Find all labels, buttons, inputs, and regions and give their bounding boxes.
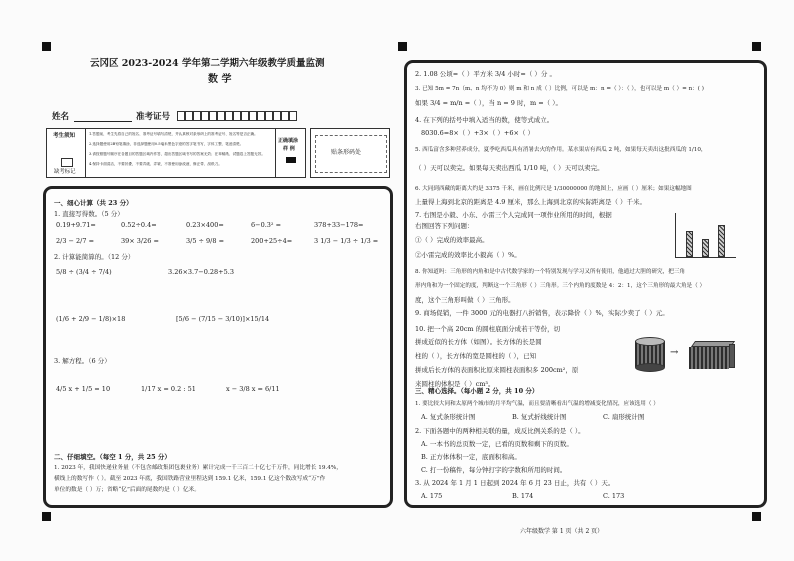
fill-sample bbox=[286, 157, 296, 163]
chart-bar bbox=[718, 225, 725, 257]
calc-item: 2/3 − 2/7 = bbox=[56, 237, 95, 245]
exam-no-boxes[interactable] bbox=[177, 111, 299, 121]
fill-question: 单位的数是（ ）万；省略“亿”后面的尾数约是（ ）亿米。 bbox=[54, 487, 200, 493]
calc-item: 378+33−178= bbox=[314, 221, 364, 229]
choice-option[interactable]: B. 174 bbox=[512, 492, 534, 500]
choice-option[interactable]: A. 复式条形统计图 bbox=[421, 413, 476, 421]
fill-question: 10. 把一个高 20cm 的圆柱底面分成若干等份，切 bbox=[415, 325, 561, 333]
fill-question: 柱的（ ），长方体的宽是圆柱的（ ），已知 bbox=[415, 352, 537, 360]
fill-question: 拼成后长方体的表面积比原来圆柱表面积多 200cm²，原 bbox=[415, 366, 579, 374]
fill-question: 4. 在下列的括号中填入适当的数，使等式成立。 bbox=[415, 116, 554, 124]
fill-question: （ ）天可以卖完。如果每天卖出西瓜 1/10 吨，（ ）天可以卖完。 bbox=[415, 164, 604, 172]
notice-line: 2.选择题使用2B铅笔填涂，非选择题使用0.5毫米黑色字迹的签字笔书写，字体工整、笔迹清楚。 bbox=[89, 142, 244, 146]
choice-option[interactable]: C. 173 bbox=[603, 492, 625, 500]
fill-question: 2. 1.08 公顷=（ ）平方米 3/4 小时=（ ）分 。 bbox=[415, 70, 556, 78]
chart-bar bbox=[702, 239, 709, 257]
calc-item: 6−0.3² = bbox=[251, 221, 282, 229]
cylinder-figure bbox=[635, 337, 665, 371]
calc-item: 39× 3/26 = bbox=[121, 237, 159, 245]
notice-line: 1.答题前，考生先将自己的姓名、准考证号填写清楚，并认真核对条形码上的准考证号、姓名等是否正确。 bbox=[89, 132, 258, 136]
barcode-area bbox=[310, 128, 390, 178]
fill-question: 拼成近似的长方体（如图）。长方体的长是圆 bbox=[415, 338, 542, 346]
section-2-title: 二、仔细填空。（每空 1 分，共 25 分） bbox=[54, 453, 171, 461]
barcode-label: 贴条形码处 bbox=[331, 149, 362, 156]
time-bar-chart bbox=[675, 213, 736, 258]
choice-option[interactable]: C. 打一份稿件，每分钟打字的字数和所用的时间。 bbox=[421, 466, 567, 474]
choice-option[interactable]: B. 复式折线统计图 bbox=[512, 413, 567, 421]
chart-bar bbox=[686, 231, 693, 257]
name-field[interactable] bbox=[74, 121, 132, 122]
calc-item: 0.19+9.71= bbox=[56, 221, 96, 229]
exam-no-label: 准考证号 bbox=[136, 112, 171, 122]
choice-option[interactable]: C. 扇形统计图 bbox=[603, 413, 645, 421]
example-label: 样 例 bbox=[283, 146, 295, 152]
calc-item: 3 1/3 − 1/3 ÷ 1/3 = bbox=[314, 237, 379, 245]
registration-mark bbox=[42, 512, 51, 521]
fill-question: 右图回答下列问题： bbox=[415, 222, 474, 230]
calc-item: 0.23×400= bbox=[186, 221, 224, 229]
calc-item: 3/5 ÷ 9/8 = bbox=[186, 237, 225, 245]
fill-question: 度，这个三角形叫做（ ）三角形。 bbox=[415, 296, 515, 304]
registration-mark bbox=[42, 42, 51, 51]
section-1-title: 一、细心计算（共 23 分） bbox=[54, 199, 133, 207]
q2-title: 2. 计算能简算的。（12 分） bbox=[54, 253, 135, 261]
registration-mark bbox=[752, 42, 761, 51]
name-label: 姓名 bbox=[52, 112, 70, 122]
fill-question: ①（ ）完成的效率最高。 bbox=[415, 236, 489, 244]
notice-line: 4.保持卡面清洁，不要折叠，不要弄破、弄皱，不准使用涂改液、修正带、刮纸刀。 bbox=[89, 162, 222, 166]
left-answer-panel bbox=[43, 186, 393, 508]
notice-line: 3.请按照题号顺序在各题目的答题区域内作答，超出答题区域书写的答案无效；在草稿纸、试题卷上答题无效。 bbox=[89, 152, 265, 156]
fill-question: 6. 大同到西藏的距离大约是 3375 千米，画在比例尺是 1/30000000 的地图上，应画（ ）厘米；如果这幅地图 bbox=[415, 186, 692, 192]
calc-item: 0.52÷0.4= bbox=[121, 221, 157, 229]
equation-item: 4/5 x + 1/5 = 10 bbox=[56, 385, 111, 393]
fill-question: 1. 2023 年，我国快递业务量（不包含邮政集团包裹业务）累计完成一千三百二十亿七千万件，同比增长 19.4%， bbox=[54, 465, 342, 471]
choice-option[interactable]: A. 一本书的总页数一定，已看的页数和剩下的页数。 bbox=[421, 440, 573, 448]
choice-question: 3. 从 2024 年 1 月 1 日起到 2024 年 6 月 23 日止，共有（ ）天。 bbox=[415, 479, 615, 487]
fill-question: 5. 西瓜富含多种营养成分，夏季吃西瓜具有消暑去火的作用。某水果店有西瓜 2 吨，如果每天卖出这批西瓜的 1/10， bbox=[415, 147, 707, 153]
correct-fill-label: 正确填涂 bbox=[278, 138, 299, 144]
registration-mark bbox=[398, 42, 407, 51]
fill-question: 8030.6=8×（ ）+3×（ ）+6×（ ） bbox=[421, 129, 535, 137]
fill-question: 横线上的数写作（ ）。截至 2023 年底，我国铁路营业里程达到 159.1 亿米，159.1 亿这个数改写成“万”作 bbox=[54, 476, 326, 482]
equation-item: x − 3/8 x = 6/11 bbox=[226, 385, 280, 393]
fill-question: 如果 3/4 = m/n =（ ），当 n = 9 时，m =（ ）。 bbox=[415, 99, 562, 107]
calc-item: 5/8 ÷ (3/4 ÷ 7/4) bbox=[56, 268, 112, 276]
calc-item: 200+25÷4= bbox=[251, 237, 293, 245]
q1-title: 1. 直接写得数。（5 分） bbox=[54, 210, 124, 218]
fill-example-box bbox=[276, 128, 306, 178]
fill-question: 上量得上海到北京的距离是 4.9 厘米，那么上海到北京的实际距离是（ ）千米。 bbox=[415, 198, 647, 206]
arrow-icon: → bbox=[670, 347, 679, 358]
q3-title: 3. 解方程。（6 分） bbox=[54, 357, 111, 365]
subject-title: 数 学 bbox=[208, 74, 232, 85]
fill-question: 3. 已知 5m = 7n（m、n 均不为 0）则 m 和 n 成（ ）比例，可以是 m：n =（ ）：（ ），也可以是 m（ ）= n：( ) bbox=[415, 86, 704, 92]
calc-item: 3.26×3.7−0.28+5.3 bbox=[168, 268, 234, 276]
cuboid-figure bbox=[689, 341, 737, 369]
bars-container bbox=[676, 213, 736, 257]
section-3-title: 三、精心选择。（每小题 2 分，共 10 分） bbox=[415, 387, 539, 395]
fill-question: 形内角和为一个固定的度，判断这一个三角形（ ）三角形。三个内角的度数是 4：2：1，这个三角形的最大角是（ ） bbox=[415, 283, 706, 289]
right-answer-panel bbox=[404, 60, 767, 508]
fill-question: 来圆柱的体积是（ ）cm³。 bbox=[415, 380, 495, 388]
exam-title: 云冈区 2023-2024 学年第二学期六年级教学质量监测 bbox=[90, 58, 325, 69]
choice-option[interactable]: A. 175 bbox=[421, 492, 443, 500]
fill-question: ②小雷完成的效率比小毅高（ ）%。 bbox=[415, 251, 521, 259]
choice-question: 2. 下面各题中的两种相关联的量，成反比例关系的是（ ）。 bbox=[415, 427, 585, 435]
fill-question: 7. 右图是小毅、小东、小雷三个人完成同一项作业所用的时间，根据 bbox=[415, 211, 612, 219]
registration-mark bbox=[752, 512, 761, 521]
equation-item: 1/17 x = 0.2 : 51 bbox=[141, 385, 196, 393]
page-footer: 六年级数学 第 1 页（共 2 页） bbox=[520, 528, 604, 535]
fill-question: 9. 商场促销，一件 3000 元的电器打八折销售，表示降价（ ）%，实际少卖了（ ）元。 bbox=[415, 309, 669, 317]
calc-item: (1/6 + 2/9 − 1/8)×18 bbox=[56, 315, 126, 323]
missing-mark-label: 缺考标记 bbox=[54, 169, 76, 175]
missing-mark-box[interactable] bbox=[61, 158, 73, 167]
fill-question: 8. 你知道吗：三角形的内角和是中古代数学家的一个特别发现与学习又所有使用，他通过大胆的研究，把三角 bbox=[415, 269, 686, 275]
choice-option[interactable]: B. 正方体体积一定，底面积和高。 bbox=[421, 453, 521, 461]
notice-title: 考生须知 bbox=[53, 133, 76, 139]
notice-box bbox=[46, 128, 276, 178]
calc-item: [5/6 − (7/15 − 3/10)]×15/14 bbox=[176, 315, 270, 323]
choice-question: 1. 要比较大同和太原两个城市的月平均气温，而且要清晰看出气温的增减变化情况，应该选用（ ） bbox=[415, 401, 659, 407]
